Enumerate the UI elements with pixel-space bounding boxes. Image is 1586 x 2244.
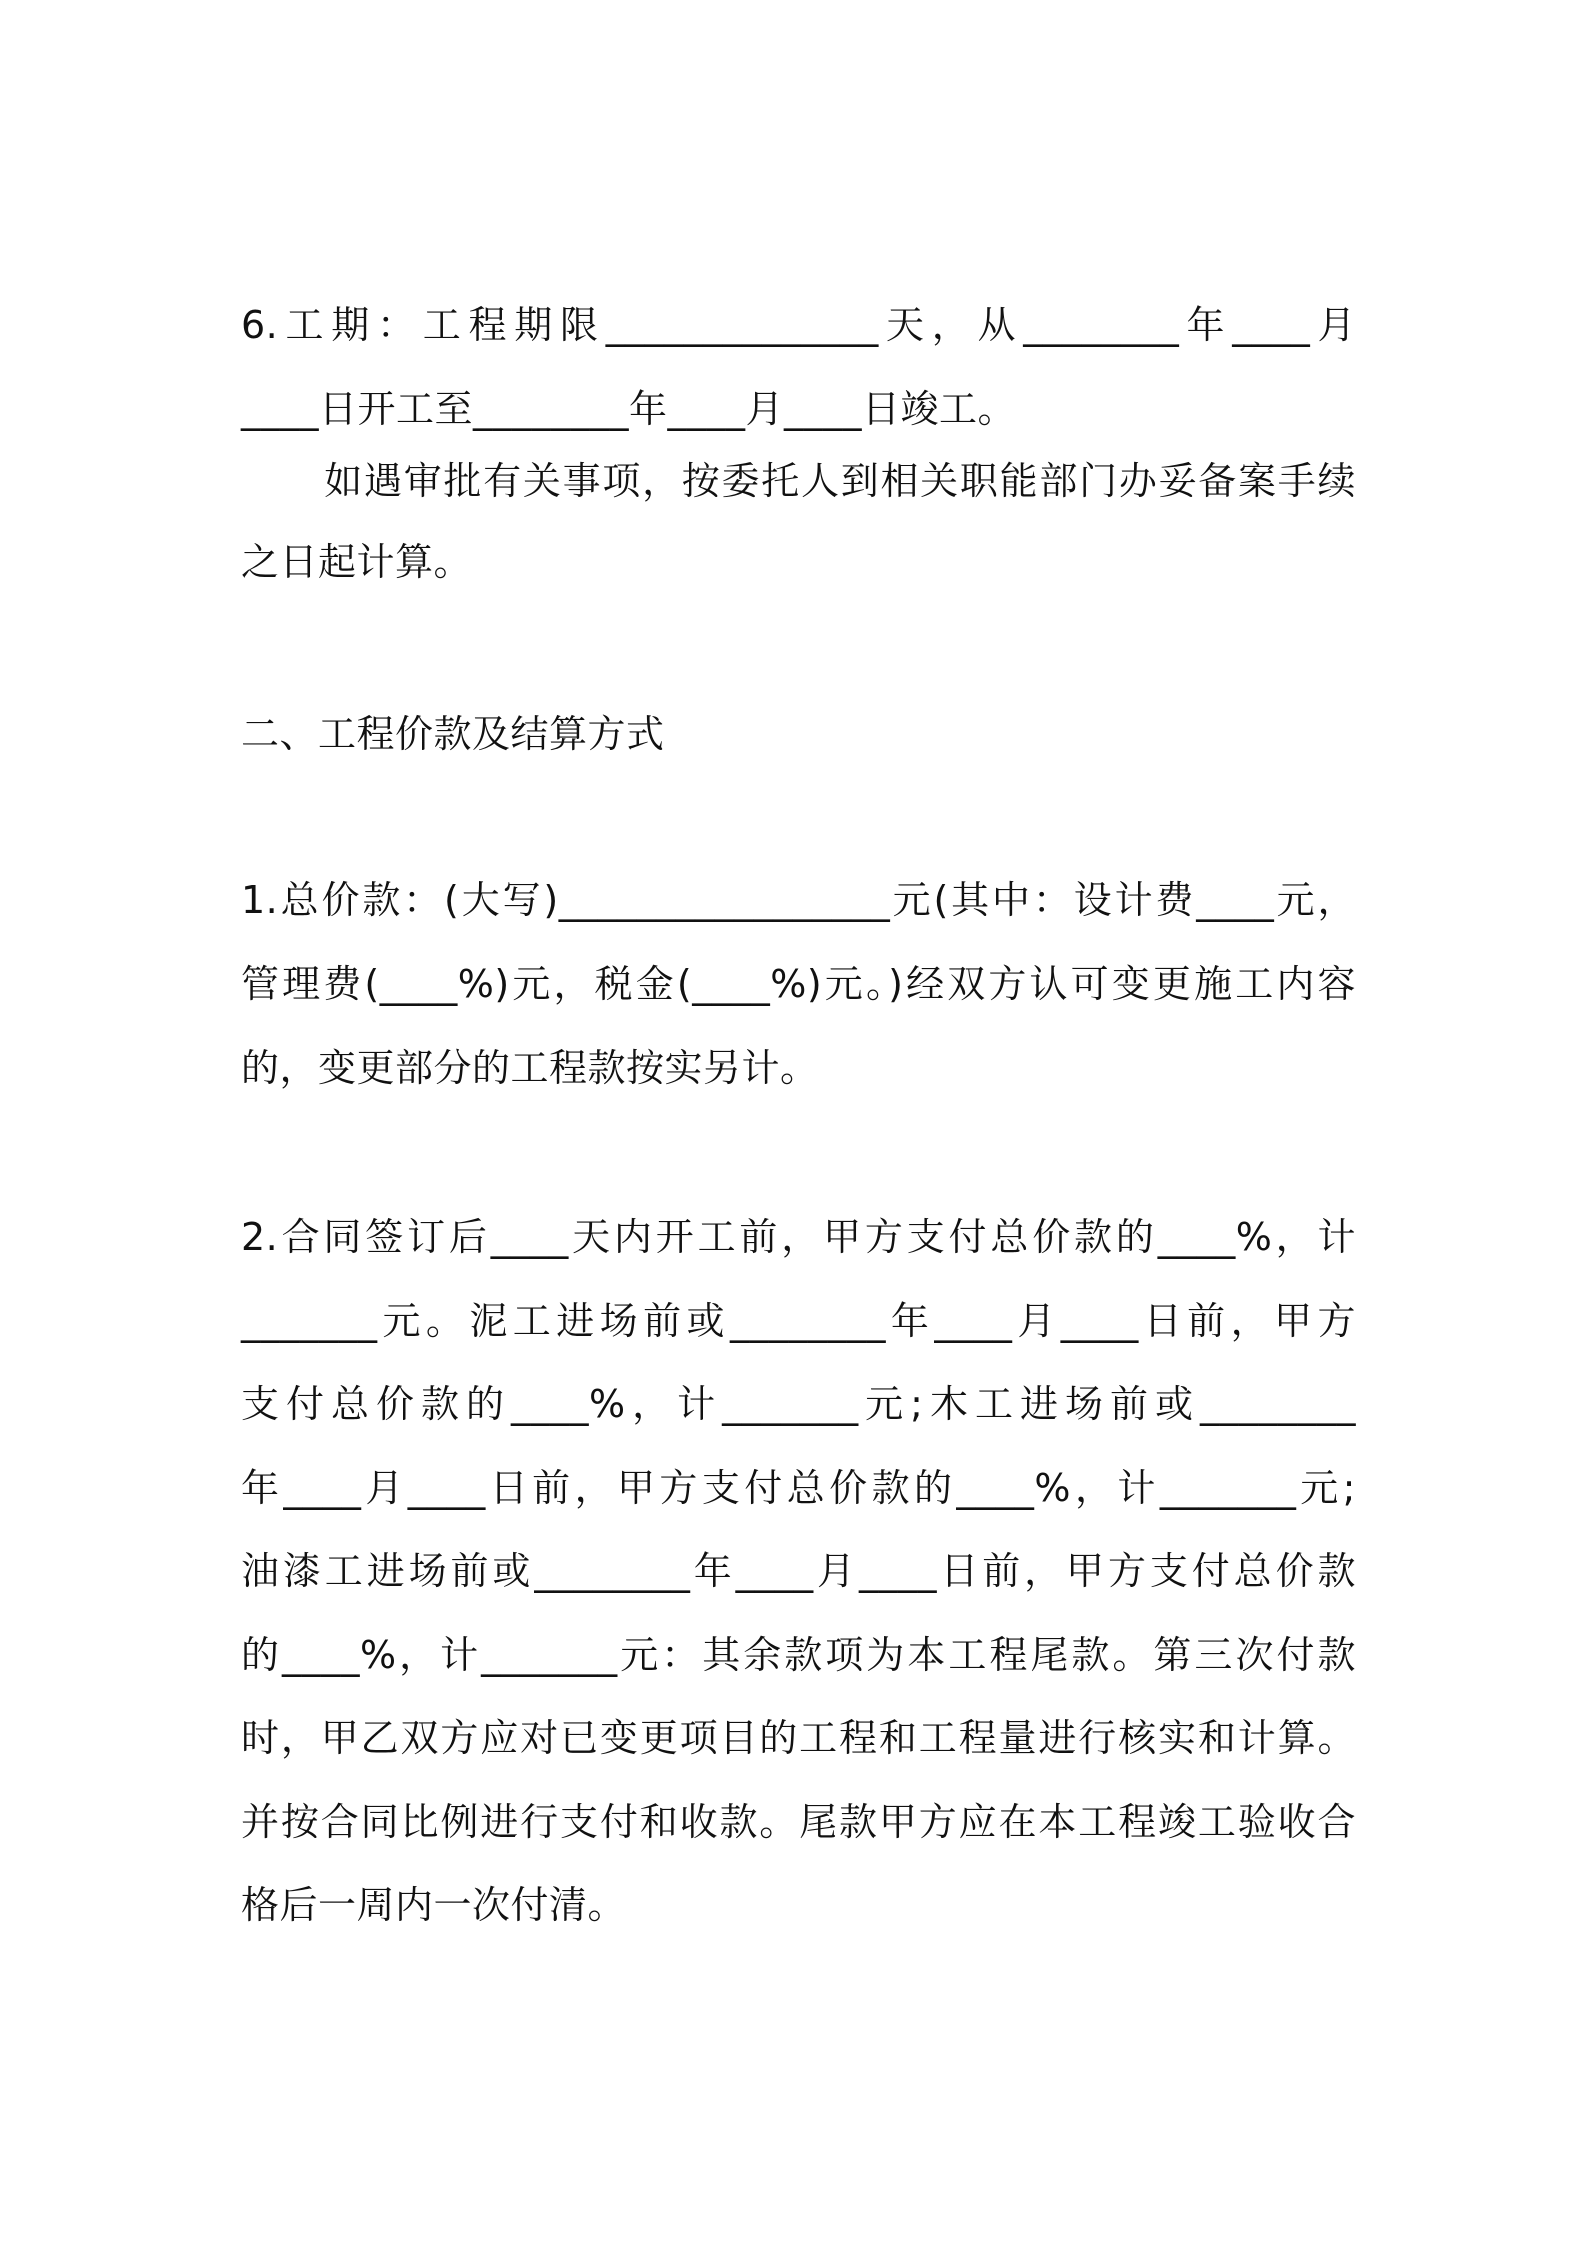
approval-note-line-2: 之日起计算。 xyxy=(241,540,473,584)
section-6-line-1: 6.工期：工程期限______________天，从________年____月 xyxy=(241,303,1356,347)
approval-note-paragraph xyxy=(241,441,1356,603)
item-1-line-2: 管理费(____%)元，税金(____%)元。)经双方认可变更施工内容 xyxy=(241,962,1356,1006)
item-2-line-4: 年____月____日前，甲方支付总价款的____%，计_______元; xyxy=(241,1465,1356,1510)
approval-note-line-1-text: 如遇审批有关事项，按委托人到相关职能部门办妥备案手续 xyxy=(323,459,1356,503)
approval-note-line-1 xyxy=(241,441,1356,522)
item-1-line-1: 1.总价款：(大写)_________________元(其中：设计费____元， xyxy=(241,878,1356,922)
item-2-line-9: 格后一周内一次付清。 xyxy=(241,1883,627,1927)
item-2-line-8: 并按合同比例进行支付和收款。尾款甲方应在本工程竣工验收合 xyxy=(241,1799,1356,1844)
item-2-line-1: 2.合同签订后____天内开工前，甲方支付总价款的____%，计 xyxy=(241,1215,1356,1259)
section-2-heading: 二、工程价款及结算方式 xyxy=(241,712,665,756)
section-6-line-2: ____日开工至________年____月____日竣工。 xyxy=(241,387,1017,431)
item-1-line-3: 的，变更部分的工程款按实另计。 xyxy=(241,1046,819,1090)
item-1-total-price xyxy=(241,858,1356,1110)
item-2-line-6: 的____%，计_______元：其余款项为本工程尾款。第三次付款 xyxy=(241,1632,1356,1677)
item-2-line-2: _______元。泥工进场前或________年____月____日前，甲方 xyxy=(241,1298,1356,1343)
item-2-line-7: 时，甲乙双方应对已变更项目的工程和工程量进行核实和计算。 xyxy=(241,1716,1356,1760)
item-2-payment-schedule xyxy=(241,1196,1356,1948)
item-2-line-5: 油漆工进场前或________年____月____日前，甲方支付总价款 xyxy=(241,1549,1356,1593)
item-2-line-3: 支付总价款的____%，计_______元;木工进场前或________ xyxy=(241,1382,1356,1426)
section-6-construction-period xyxy=(241,283,1356,451)
